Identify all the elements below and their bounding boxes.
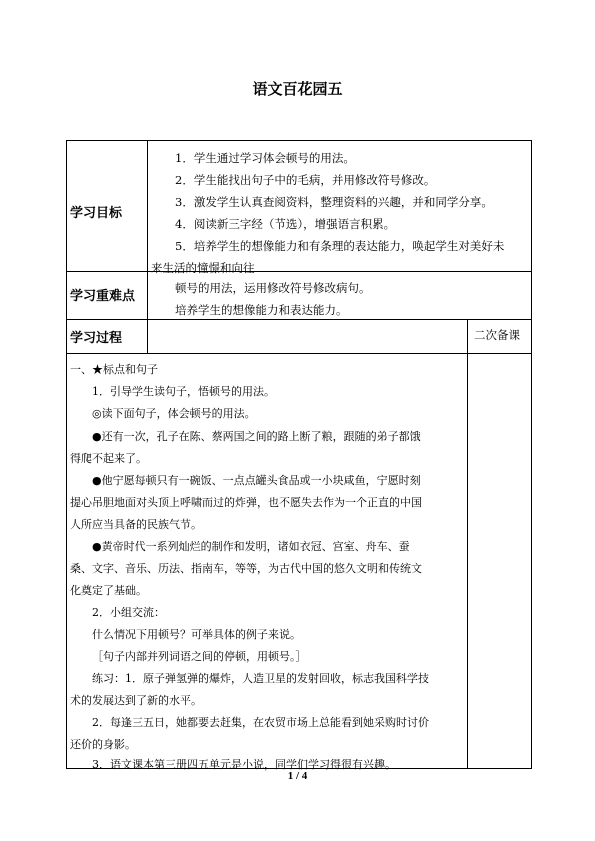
- process-label: 学习过程: [70, 331, 123, 346]
- process-line: ◎读下面句子，体会顿号的用法。: [92, 407, 256, 420]
- process-line: 术的发展达到了新的水平。: [70, 694, 202, 707]
- objective-item: 4．阅读新三字经（节选），增强语言积累。: [175, 217, 396, 231]
- process-line: 1．引导学生读句子，悟顿号的用法。: [92, 385, 275, 398]
- process-line: 2．每逢三五日，她都要去赶集，在农贸市场上总能看到她采购时讨价: [92, 716, 429, 729]
- process-line: 2．小组交流：: [92, 606, 165, 619]
- process-line: 得爬不起来了。: [70, 452, 147, 465]
- column-divider: [147, 140, 148, 353]
- objective-item: 1．学生通过学习体会顿号的用法。: [175, 151, 355, 165]
- row-divider: [66, 319, 532, 320]
- process-line: ●他宁愿每顿只有一碗饭、一点点罐头食品或一小块咸鱼，宁愿时刻: [92, 474, 421, 487]
- process-line: 3．语文课本第三册四五单元是小说，同学们学习得很有兴趣。: [92, 758, 396, 771]
- objective-item: 3．激发学生认真查阅资料，整理资料的兴趣，并和同学分享。: [175, 195, 493, 209]
- page-title: 语文百花园五: [252, 80, 343, 98]
- objectives-label: 学习目标: [70, 206, 123, 221]
- row-divider: [66, 271, 532, 272]
- process-line: 什么情况下用顿号？可举具体的例子来说。: [92, 628, 301, 641]
- process-line: 化奠定了基础。: [70, 584, 147, 597]
- objective-item: 来生活的憧憬和向往: [151, 261, 255, 275]
- page-number: 1 / 4: [287, 770, 308, 782]
- process-line: 人所应当具备的民族气节。: [70, 518, 202, 531]
- process-line: 一、★标点和句子: [70, 363, 158, 376]
- key-point-item: 培养学生的想像能力和表达能力。: [175, 303, 348, 317]
- column-divider: [467, 319, 468, 769]
- process-line: 练习：1．原子弹氢弹的爆炸，人造卫星的发射回收，标志我国科学技: [92, 672, 429, 685]
- process-line: 桑、文字、音乐、历法、指南车，等等，为古代中国的悠久文明和传统文: [70, 562, 422, 575]
- process-line: ●黄帝时代一系列灿烂的制作和发明，诸如衣冠、宫室、舟车、蚕: [92, 540, 410, 553]
- process-line: ●还有一次，孔子在陈、蔡两国之间的路上断了粮，跟随的弟子都饿: [92, 430, 421, 443]
- objective-item: 2．学生能找出句子中的毛病，并用修改符号修改。: [175, 173, 436, 187]
- process-line: 提心吊胆地面对头顶上呼啸而过的炸弹，也不愿失去作为一个正直的中国: [70, 496, 422, 509]
- second-prep-label: 二次备课: [474, 328, 520, 342]
- objective-item: 5．培养学生的想像能力和有条理的表达能力，唤起学生对美好未: [175, 239, 505, 253]
- process-line: 还价的身影。: [70, 738, 136, 751]
- key-point-item: 顿号的用法，运用修改符号修改病句。: [175, 281, 371, 295]
- key-points-label: 学习重难点: [70, 289, 136, 304]
- process-line: ［句子内部并列词语之间的停顿，用顿号。］: [92, 650, 307, 663]
- row-divider: [66, 353, 532, 354]
